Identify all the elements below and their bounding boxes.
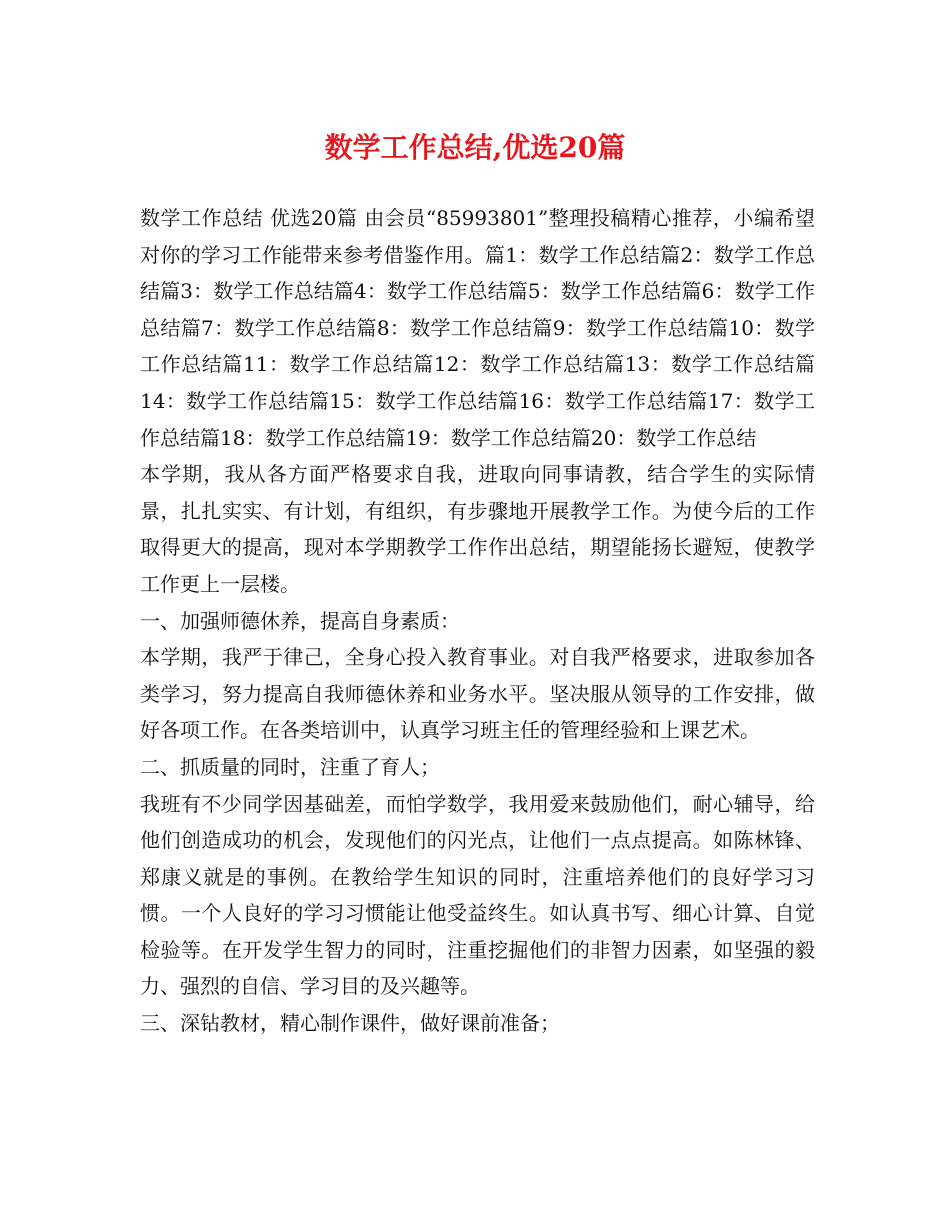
- document-body: [140, 200, 815, 1042]
- section-heading-3: 三、深钻教材，精心制作课件，做好课前准备；: [140, 1011, 560, 1036]
- body-paragraph: 本学期，我从各方面严格要求自我，进取向同事请教，结合学生的实际情景，扎扎实实、有计划，有组织，有步骤地开展教学工作。为使今后的工作取得更大的提高，现对本学期教学工作作出总结，期望能扬长避短，使教学工作更上一层楼。: [140, 462, 815, 596]
- intro-paragraph: 数学工作总结 优选20篇 由会员“85993801”整理投稿精心推荐，小编希望对你的学习工作能带来参考借鉴作用。篇1：数学工作总结篇2：数学工作总结篇3：数学工作总结篇4：数学工作总结篇5：数学工作总结篇6：数学工作总结篇7：数学工作总结篇8：数学工作总结篇9：数学工作总结篇10：数学工作总结篇11：数学工作总结篇12：数学工作总结篇13：数学工作总结篇14：数学工作总结篇15：数学工作总结篇16：数学工作总结篇17：数学工作总结篇18：数学工作总结篇19：数学工作总结篇20：数学工作总结: [140, 206, 815, 450]
- section-heading-1: 一、加强师德休养，提高自身素质：: [140, 608, 460, 633]
- section-heading-2: 二、抓质量的同时，注重了育人；: [140, 754, 440, 779]
- body-paragraph: 本学期，我严于律己，全身心投入教育事业。对自我严格要求，进取参加各类学习，努力提高自我师德休养和业务水平。坚决服从领导的工作安排，做好各项工作。在各类培训中，认真学习班主任的管理经验和上课艺术。: [140, 645, 815, 743]
- body-paragraph: 我班有不少同学因基础差，而怕学数学，我用爱来鼓励他们，耐心辅导，给他们创造成功的机会，发现他们的闪光点，让他们一点点提高。如陈林锋、郑康义就是的事例。在教给学生知识的同时，注重培养他们的良好学习习惯。一个人良好的学习习惯能让他受益终生。如认真书写、细心计算、自觉检验等。在开发学生智力的同时，注重挖掘他们的非智力因素，如坚强的毅力、强烈的自信、学习目的及兴趣等。: [140, 791, 815, 999]
- document-title: 数学工作总结,优选20篇: [324, 131, 626, 164]
